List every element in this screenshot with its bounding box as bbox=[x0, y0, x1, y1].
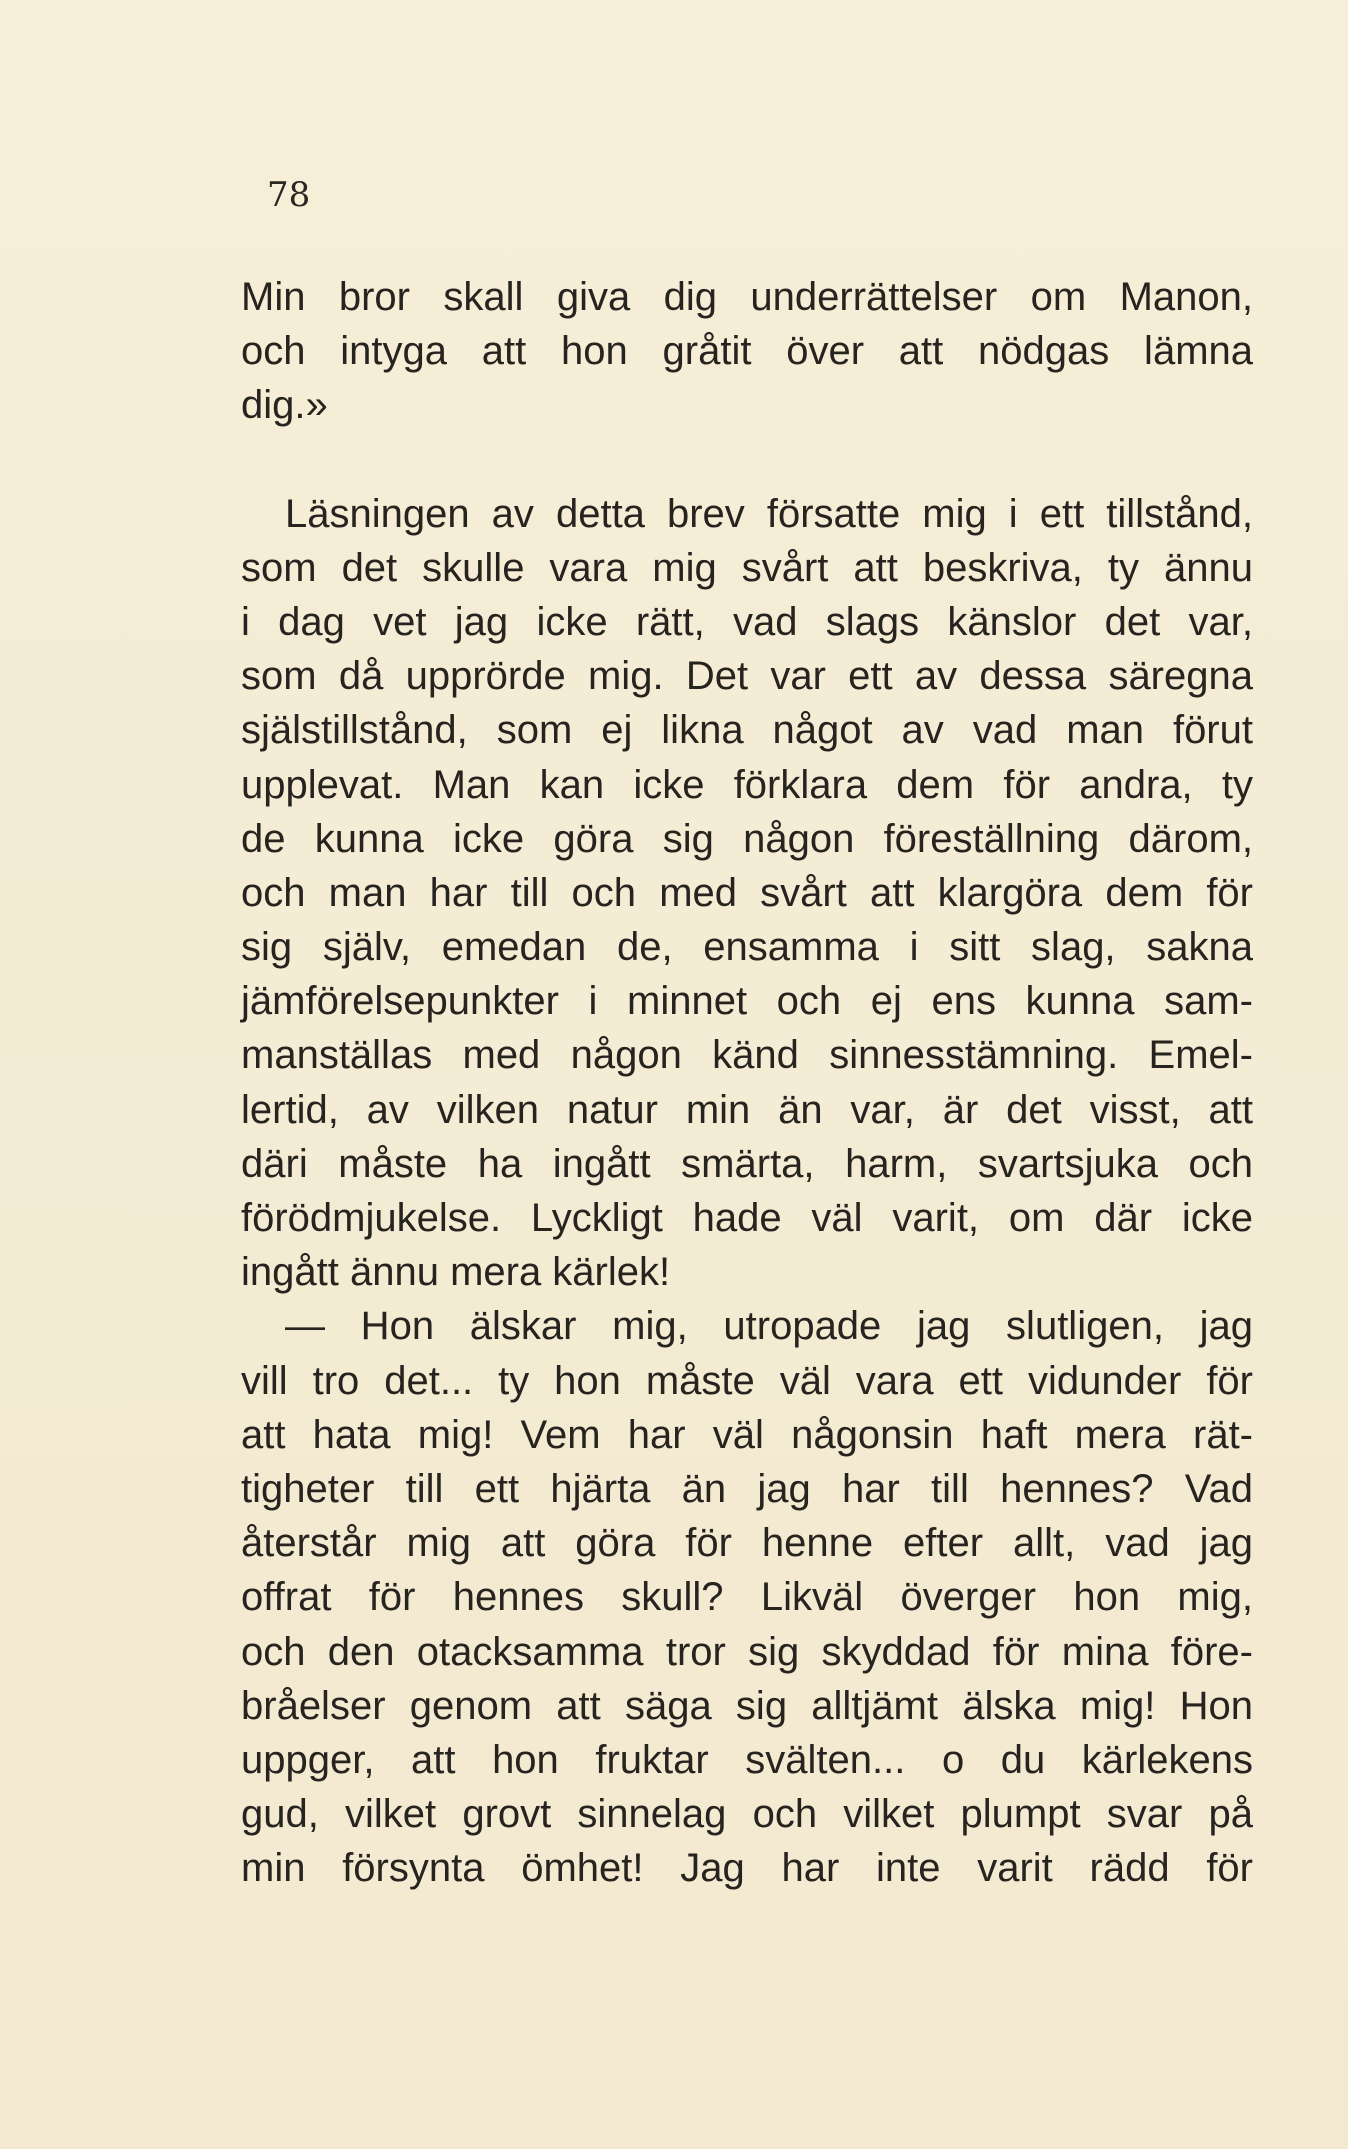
text-line: att hata mig! Vem har väl någonsin haft mera rät- bbox=[241, 1412, 1253, 1457]
text-line: offrat för hennes skull? Likväl överger hon mig, bbox=[241, 1575, 1253, 1620]
paragraph-3 bbox=[241, 1299, 1253, 1895]
text-line: upplevat. Man kan icke förklara dem för andra, ty bbox=[241, 762, 1253, 807]
text-line: manställas med någon känd sinnesstämning. Emel- bbox=[241, 1033, 1253, 1078]
text-line: förödmjukelse. Lyckligt hade väl varit, om där icke bbox=[241, 1196, 1253, 1240]
text-line: uppger, att hon fruktar svälten... o du kärlekens bbox=[241, 1737, 1253, 1782]
text-line: dig.» bbox=[241, 383, 328, 428]
text-line: i dag vet jag icke rätt, vad slags känslor det var, bbox=[241, 599, 1253, 644]
text-line: själstillstånd, som ej likna något av vad man förut bbox=[241, 708, 1253, 753]
text-line: som det skulle vara mig svårt att beskriva, ty ännu bbox=[241, 545, 1253, 590]
text-line: som då upprörde mig. Det var ett av dessa säregna bbox=[241, 654, 1253, 699]
paragraph-1 bbox=[241, 270, 1253, 433]
text-line: jämförelsepunkter i minnet och ej ens kunna sam- bbox=[241, 979, 1253, 1024]
text-line: min försynta ömhet! Jag har inte varit rädd för bbox=[241, 1846, 1253, 1891]
page-text bbox=[241, 270, 1253, 1895]
text-line: Min bror skall giva dig underrättelser om Manon, bbox=[241, 275, 1253, 319]
text-line: däri måste ha ingått smärta, harm, svartsjuka och bbox=[241, 1141, 1253, 1186]
text-line: och den otacksamma tror sig skyddad för mina före- bbox=[241, 1629, 1253, 1674]
paragraph-2 bbox=[241, 487, 1253, 1300]
text-line: — Hon älskar mig, utropade jag slutligen, jag bbox=[285, 1304, 1253, 1349]
page-number: 78 bbox=[267, 175, 311, 215]
text-line: lertid, av vilken natur min än var, är det visst, att bbox=[241, 1087, 1253, 1132]
text-line: vill tro det... ty hon måste väl vara ett vidunder för bbox=[241, 1358, 1253, 1403]
paragraph-gap bbox=[241, 433, 1253, 487]
text-line: de kunna icke göra sig någon föreställning därom, bbox=[241, 816, 1253, 861]
text-line: och man har till och med svårt att klargöra dem för bbox=[241, 870, 1253, 915]
text-line: och intyga att hon gråtit över att nödgas lämna bbox=[241, 329, 1253, 374]
text-line: ingått ännu mera kärlek! bbox=[241, 1250, 671, 1295]
text-line: tigheter till ett hjärta än jag har till hennes? Vad bbox=[241, 1466, 1253, 1511]
text-line: Läsningen av detta brev försatte mig i ett tillstånd, bbox=[285, 491, 1253, 536]
text-line: sig själv, emedan de, ensamma i sitt slag, sakna bbox=[241, 925, 1253, 970]
text-line: bråelser genom att säga sig alltjämt älska mig! Hon bbox=[241, 1683, 1253, 1728]
text-line: gud, vilket grovt sinnelag och vilket plumpt svar på bbox=[241, 1792, 1253, 1837]
text-line: återstår mig att göra för henne efter allt, vad jag bbox=[241, 1521, 1253, 1566]
